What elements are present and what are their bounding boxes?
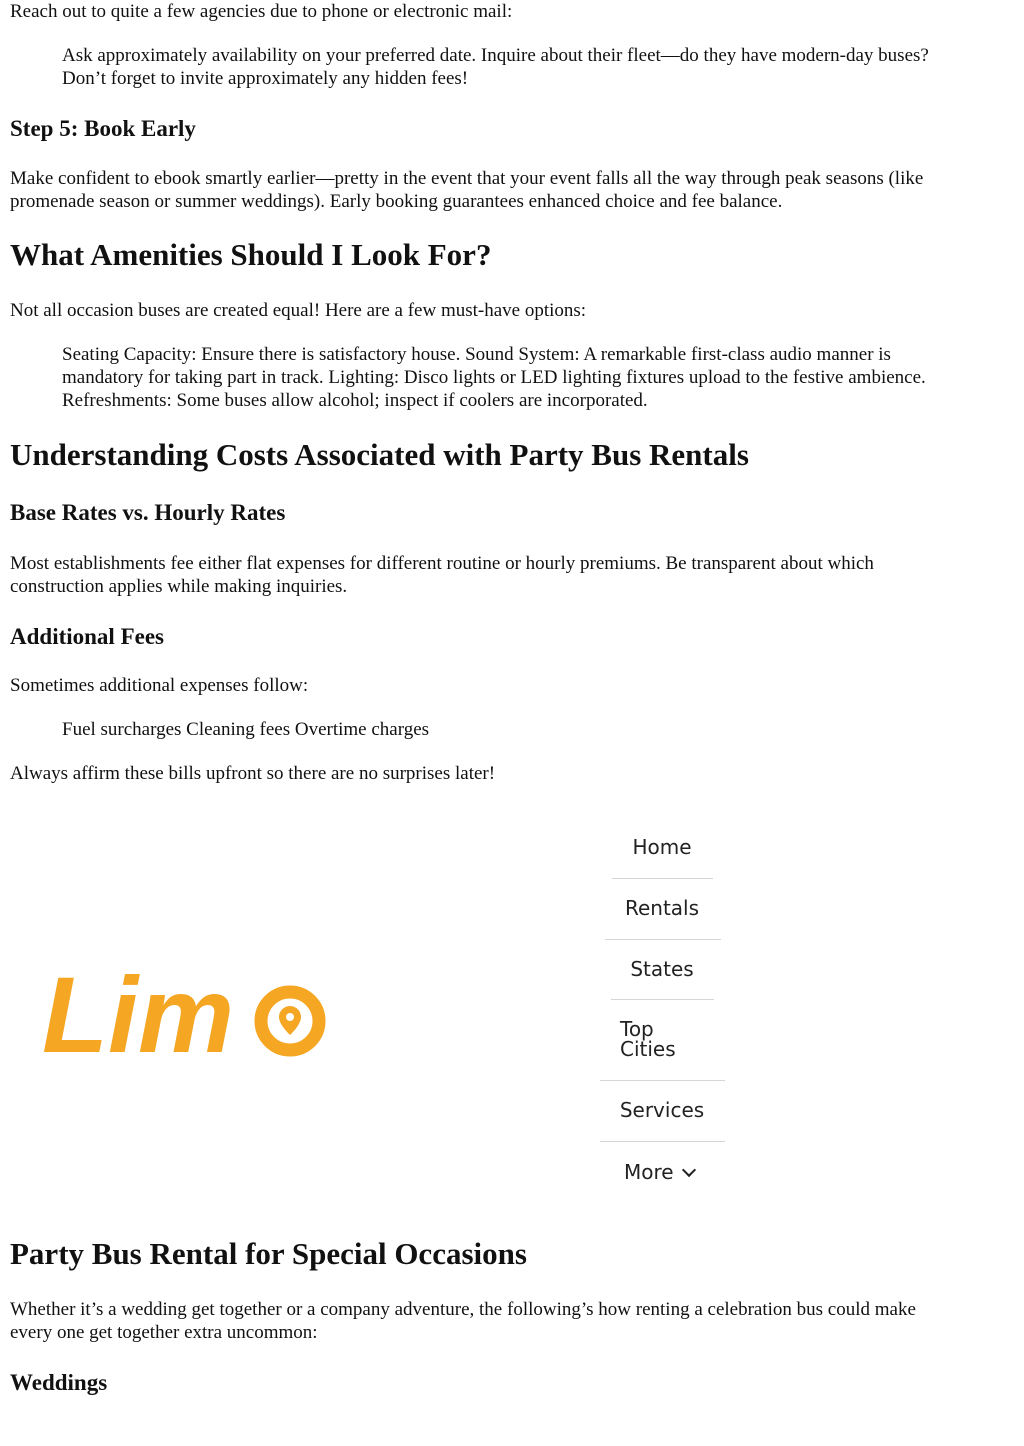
svg-text:Lim: Lim <box>42 962 235 1062</box>
nav-divider <box>600 1080 725 1081</box>
amenities-list-line: mandatory for taking part in track. Lighting: Disco lights or LED lighting fixtures upload to the festive ambience. <box>62 367 926 388</box>
nav-more[interactable] <box>624 1160 694 1184</box>
intro-text: Reach out to quite a few agencies due to phone or electronic mail: <box>10 1 513 22</box>
nav-home[interactable]: Home <box>632 835 692 859</box>
occasions-heading: Party Bus Rental for Special Occasions <box>10 1236 527 1271</box>
nav-more-label: More <box>624 1160 674 1184</box>
chevron-down-icon <box>682 1163 696 1177</box>
nav-services[interactable]: Services <box>619 1098 705 1122</box>
nav-top-cities[interactable] <box>620 1019 676 1059</box>
base-rates-text: Most establishments fee either flat expenses for different routine or hourly premiums. Be transparent about which <box>10 553 874 574</box>
amenities-list-line: Seating Capacity: Ensure there is satisfactory house. Sound System: A remarkable first-class audio manner is <box>62 344 891 365</box>
weddings-heading: Weddings <box>10 1370 108 1395</box>
fees-outro: Always affirm these bills upfront so there are no surprises later! <box>10 763 496 784</box>
nav-top-label: Top <box>620 1017 654 1041</box>
amenities-intro: Not all occasion buses are created equal! Here are a few must-have options: <box>10 300 587 321</box>
step5-text: Make confident to ebook smartly earlier—pretty in the event that your event falls all the way through peak seasons (like <box>10 168 924 189</box>
base-rates-heading: Base Rates vs. Hourly Rates <box>10 500 286 525</box>
step5-heading: Step 5: Book Early <box>10 116 196 141</box>
amenities-list-line: Refreshments: Some buses allow alcohol; inspect if coolers are incorporated. <box>62 390 648 411</box>
occasions-text: every one get together extra uncommon: <box>10 1322 318 1343</box>
step5-text: promenade season or summer weddings). Early booking guarantees enhanced choice and fee balance. <box>10 191 783 212</box>
nav-cities-label: Cities <box>620 1037 676 1061</box>
amenities-heading: What Amenities Should I Look For? <box>10 237 492 272</box>
fees-intro: Sometimes additional expenses follow: <box>10 675 309 696</box>
intro-list-line: Don’t forget to invite approximately any hidden fees! <box>62 68 469 89</box>
fees-list: Fuel surcharges Cleaning fees Overtime charges <box>62 719 430 740</box>
additional-fees-heading: Additional Fees <box>10 624 164 649</box>
nav-divider <box>611 999 714 1000</box>
nav-divider <box>605 939 721 940</box>
occasions-text: Whether it’s a wedding get together or a company adventure, the following’s how renting a celebration bus could make <box>10 1299 916 1320</box>
nav-divider <box>600 1141 725 1142</box>
limo-logo[interactable] <box>42 962 332 1062</box>
nav-divider <box>612 878 713 879</box>
nav-rentals[interactable]: Rentals <box>624 896 700 920</box>
intro-list-line: Ask approximately availability on your preferred date. Inquire about their fleet—do they have modern-day buses? <box>62 45 929 66</box>
location-pin-icon <box>261 992 319 1050</box>
base-rates-text: construction applies while making inquiries. <box>10 576 348 597</box>
nav-states[interactable]: States <box>630 957 694 981</box>
costs-heading: Understanding Costs Associated with Party Bus Rentals <box>10 437 749 472</box>
